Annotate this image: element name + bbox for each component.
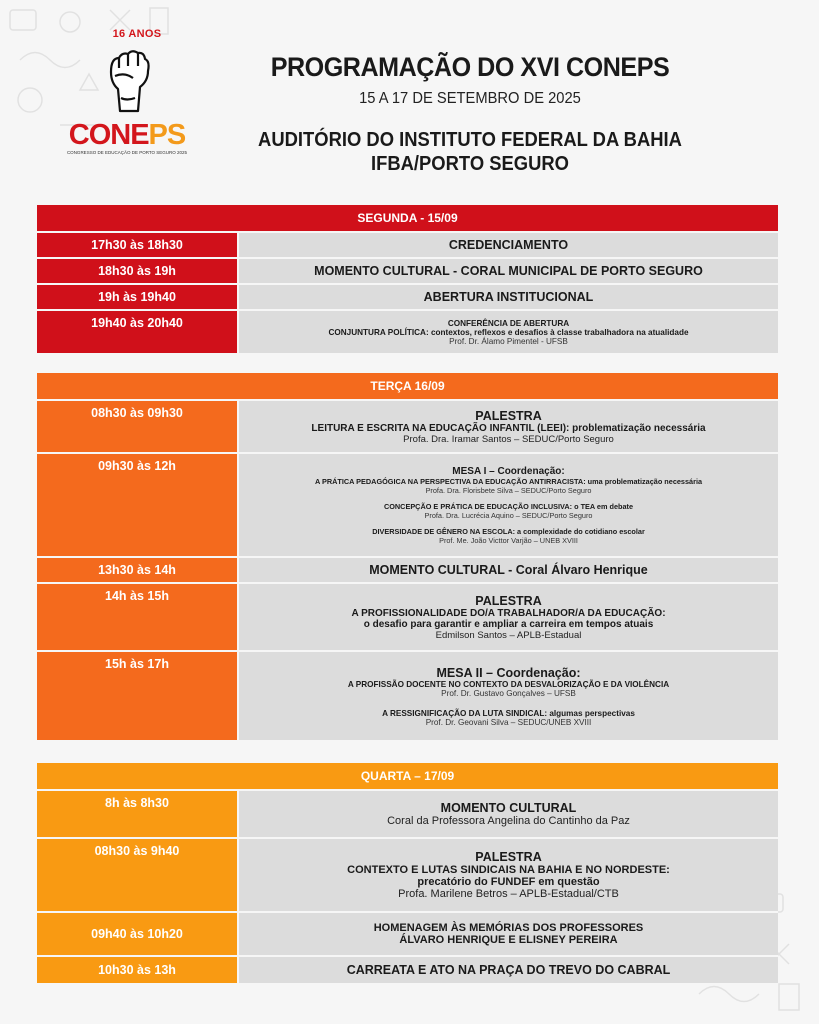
schedule-row [37,452,778,556]
activity-title: ÁLVARO HENRIQUE E ELISNEY PEREIRA [399,934,618,946]
day-heading: QUARTA – 17/09 [37,763,778,789]
activity-subtitle: precatório do FUNDEF em questão [417,876,600,888]
activity-subtitle: LEITURA E ESCRITA NA EDUCAÇÃO INFANTIL (LEEI): problematização necessária [311,422,706,434]
day-heading: TERÇA 16/09 [37,373,778,399]
activity-subtitle: CONJUNTURA POLÍTICA: contextos, reflexos e desafios à classe trabalhadora na atualidade [328,327,689,337]
schedule-row [37,582,778,650]
speaker: Prof. Dr. Álamo Pimentel - UFSB [449,336,568,346]
anniversary-label: 16 ANOS [112,28,162,40]
activity-title: ABERTURA INSTITUCIONAL [423,290,594,304]
activity-subtitle: Coral da Professora Angelina do Cantinho da Paz [387,815,630,827]
time-slot: 19h às 19h40 [37,285,239,309]
time-slot: 8h às 8h30 [37,791,239,837]
time-slot: 14h às 15h [37,584,239,650]
schedule-row [37,911,778,955]
time-slot: 13h30 às 14h [37,558,239,582]
talk-title: DIVERSIDADE DE GÊNERO NA ESCOLA: a complexidade do cotidiano escolar [372,526,645,536]
event-dates: 15 A 17 DE SETEMBRO DE 2025 [359,90,581,107]
activity-title: MOMENTO CULTURAL - CORAL MUNICIPAL DE PORTO SEGURO [314,264,703,278]
time-slot: 10h30 às 13h [37,957,239,983]
monday-schedule [37,205,778,353]
schedule-row [37,309,778,353]
activity-subtitle: o desafio para garantir e ampliar a carreira em tempos atuais [363,618,654,630]
speaker: Profa. Dra. Florisbete Silva – SEDUC/Porto Seguro [425,485,592,495]
activity-title: PALESTRA [475,850,542,864]
activity-title: PALESTRA [475,593,542,608]
activity-subtitle: A PROFISSIONALIDADE DO/A TRABALHADOR/A DA EDUCAÇÃO: [351,607,666,619]
talk-title: A PRÁTICA PEDAGÓGICA NA PERSPECTIVA DA EDUCAÇÃO ANTIRRACISTA: uma problematização necessária [314,476,703,486]
schedule-row [37,283,778,309]
activity-title: PALESTRA [475,408,542,423]
wednesday-schedule [37,763,778,983]
logo-subtitle: CONGRESSO DE EDUCAÇÃO DE PORTO SEGURO 2025 [66,150,188,155]
venue-line-1: AUDITÓRIO DO INSTITUTO FEDERAL DA BAHIA [258,129,682,151]
speaker: Profa. Dra. Iramar Santos – SEDUC/Porto Seguro [403,433,614,445]
schedule-row [37,837,778,911]
raised-fist-icon [99,42,155,122]
activity-title: MOMENTO CULTURAL - Coral Álvaro Henrique [369,563,648,577]
schedule-row [37,955,778,983]
schedule-row [37,231,778,257]
time-slot: 15h às 17h [37,652,239,740]
activity-title: MESA II – Coordenação: [436,665,581,680]
coneps-wordmark: CONEPS [68,119,186,151]
time-slot: 19h40 às 20h40 [37,311,239,353]
schedule-row [37,257,778,283]
speaker: Profa. Marilene Betros – APLB-Estadual/CTB [398,888,619,900]
tuesday-schedule [37,373,778,740]
activity-title: MESA I – Coordenação: [452,465,565,477]
activity-title: CREDENCIAMENTO [448,238,569,252]
activity-title: CONFERÊNCIA DE ABERTURA [447,318,570,328]
speaker: Prof. Dr. Geovani Silva – SEDUC/UNEB XVIII [425,717,592,727]
schedule-row [37,789,778,837]
activity-title: HOMENAGEM ÀS MEMÓRIAS DOS PROFESSORES [373,922,644,934]
time-slot: 18h30 às 19h [37,259,239,283]
activity-subtitle: CONTEXTO E LUTAS SINDICAIS NA BAHIA E NO NORDESTE: [347,864,670,876]
schedule-row [37,556,778,582]
schedule-row [37,399,778,452]
speaker: Prof. Me. João Victtor Varjão – UNEB XVIII [439,535,578,545]
event-venue [254,128,686,176]
schedule-row [37,650,778,740]
talk-title: A RESSIGNIFICAÇÃO DA LUTA SINDICAL: algumas perspectivas [382,708,635,718]
venue-line-2: IFBA/PORTO SEGURO [370,153,570,175]
page-title: PROGRAMAÇÃO DO XVI CONEPS [270,52,670,82]
time-slot: 09h30 às 12h [37,454,239,556]
time-slot: 17h30 às 18h30 [37,233,239,257]
time-slot: 09h40 às 10h20 [37,913,239,955]
activity-title: MOMENTO CULTURAL [440,801,577,815]
talk-title: A PROFISSÃO DOCENTE NO CONTEXTO DA DESVALORIZAÇÃO E DA VIOLÊNCIA [347,679,670,689]
speaker: Prof. Dr. Gustavo Gonçalves – UFSB [441,688,576,698]
coneps-logo [62,28,192,188]
talk-title: CONCEPÇÃO E PRÁTICA DE EDUCAÇÃO INCLUSIVA: o TEA em debate [383,501,634,511]
time-slot: 08h30 às 09h30 [37,401,239,452]
speaker: Edmilson Santos – APLB-Estadual [435,629,582,641]
activity-title: CARREATA E ATO NA PRAÇA DO TREVO DO CABRAL [346,963,671,977]
time-slot: 08h30 às 9h40 [37,839,239,911]
speaker: Profa. Dra. Lucrécia Aquino – SEDUC/Porto Seguro [424,510,593,520]
day-heading: SEGUNDA - 15/09 [37,205,778,231]
